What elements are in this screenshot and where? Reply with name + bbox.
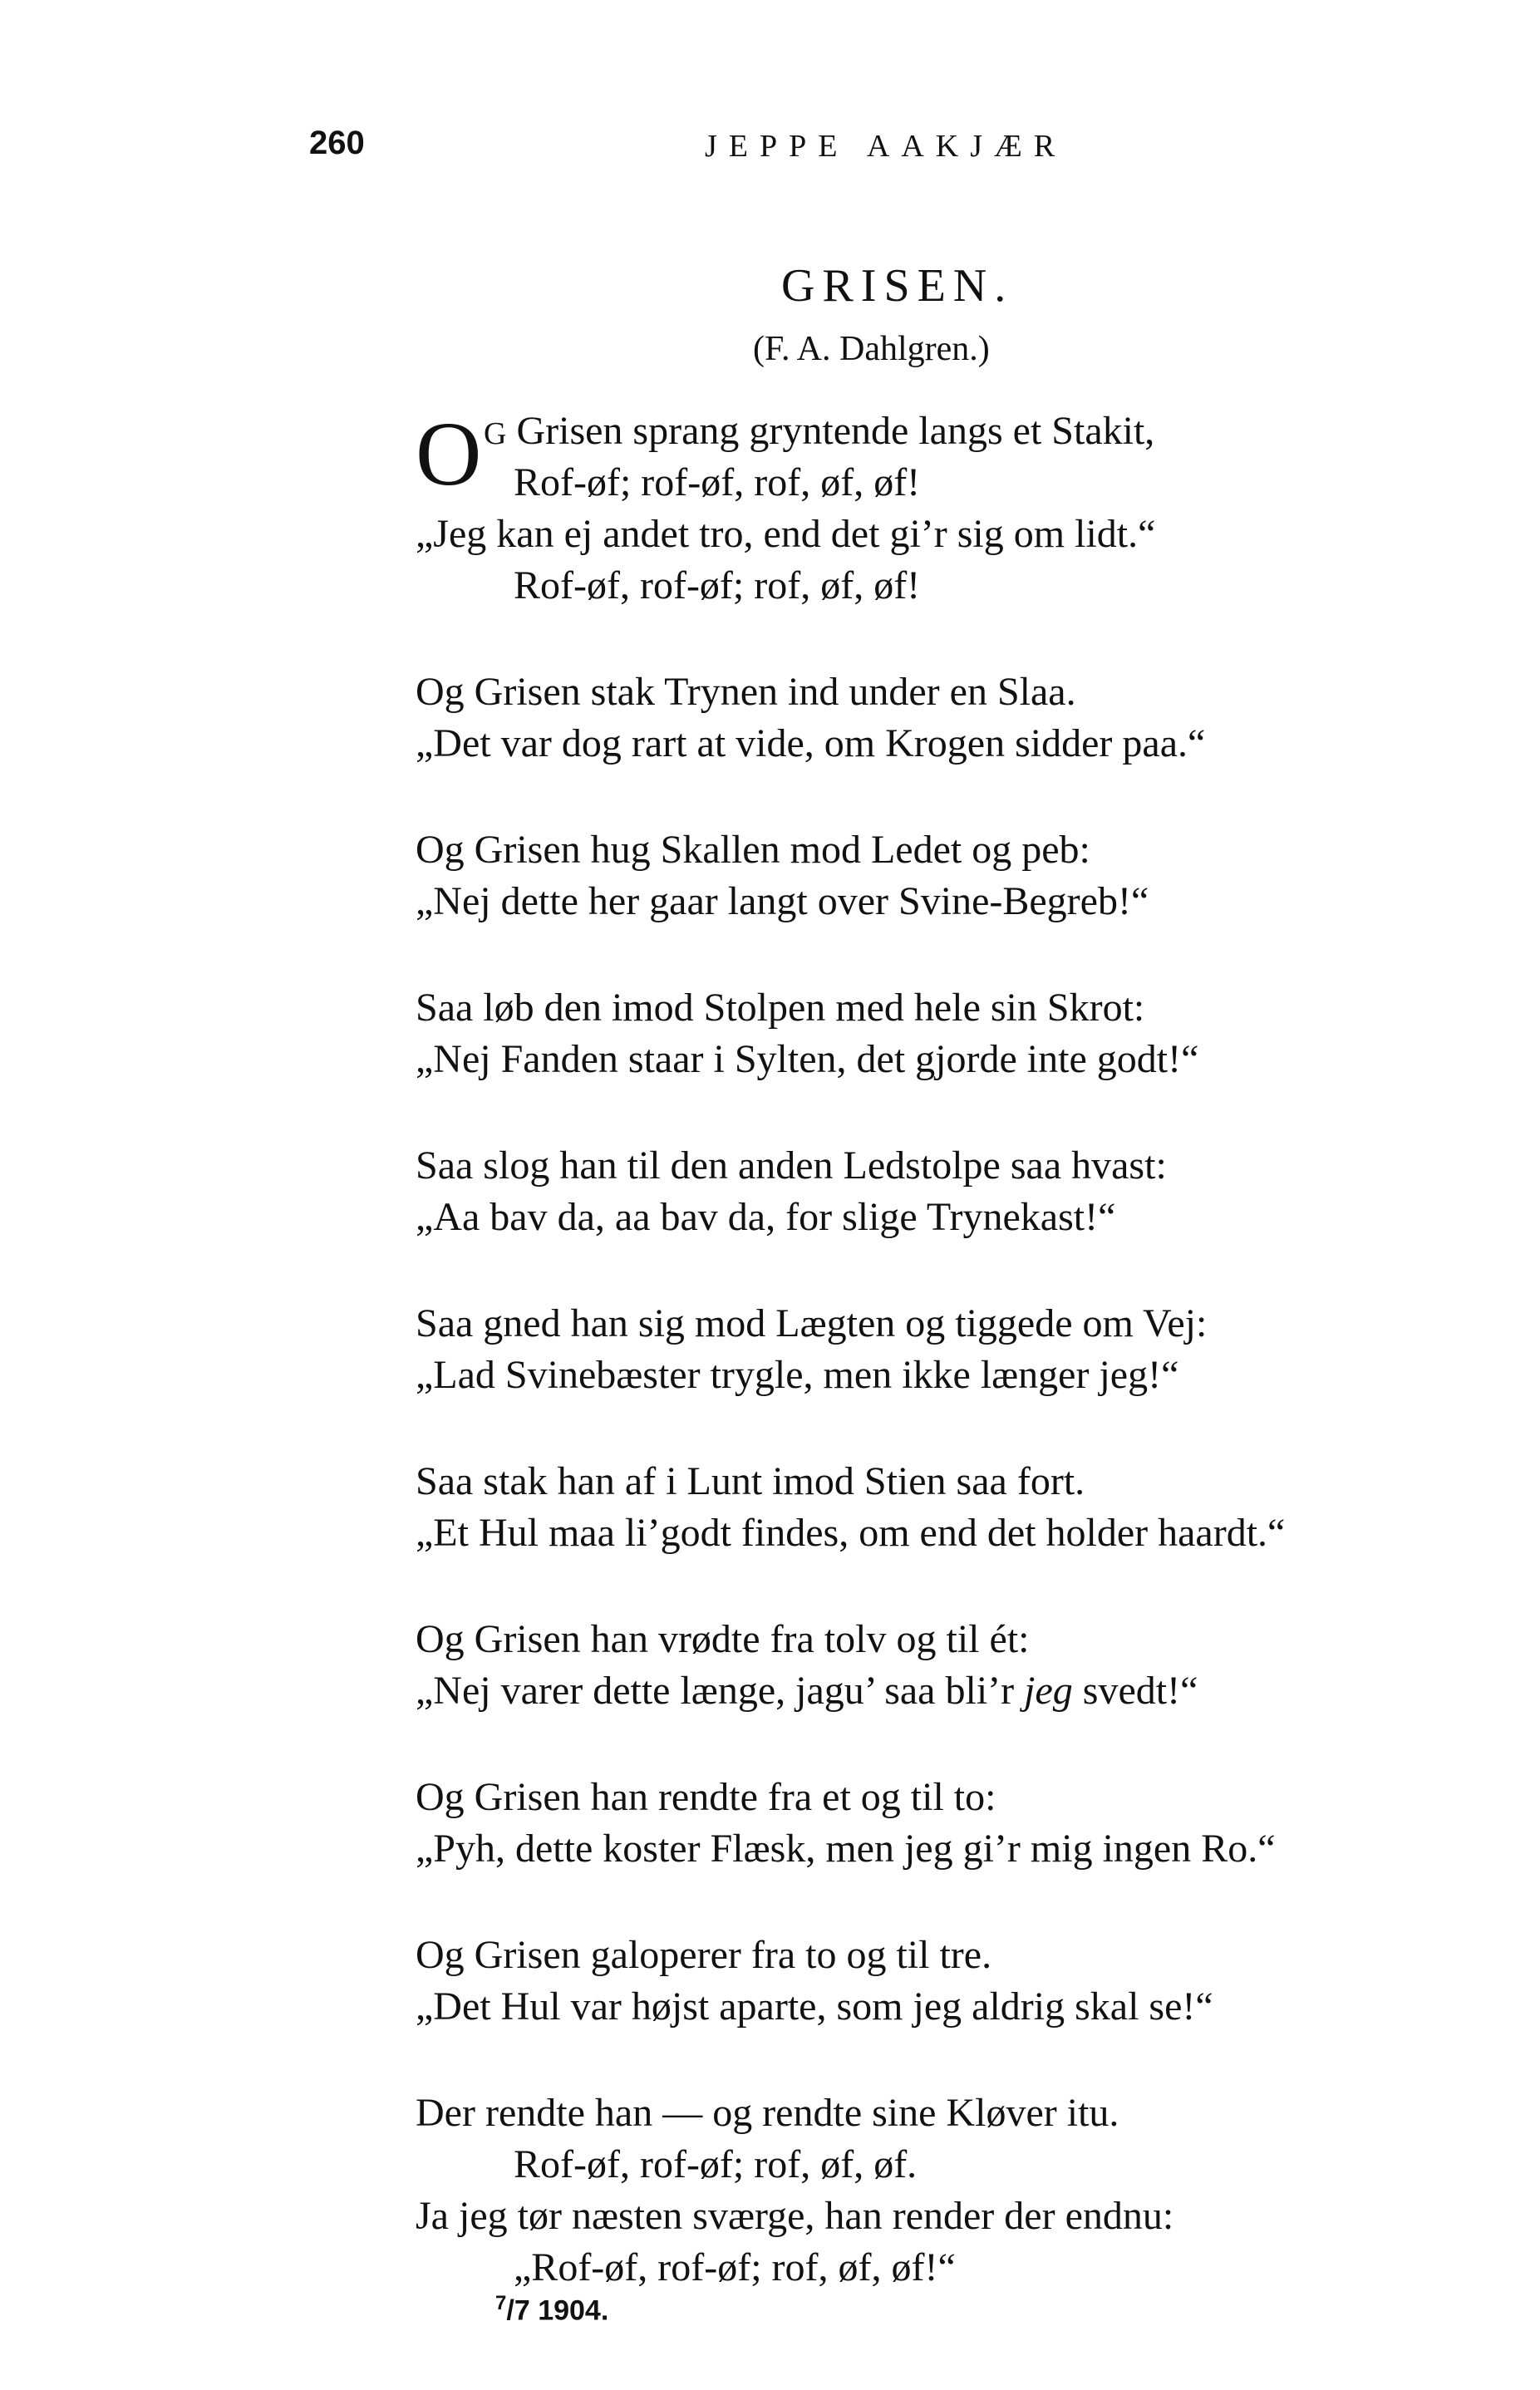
stanza-10 bbox=[416, 1930, 1463, 2033]
stanza-7 bbox=[416, 1456, 1463, 1559]
poem-line: Saa gned han sig mod Lægten og tiggede om Vej: bbox=[416, 1301, 1208, 1345]
poem-line: „Jeg kan ej andet tro, end det gi’r sig om lidt.“ bbox=[416, 512, 1156, 556]
poem-line: „Nej dette her gaar langt over Svine-Begreb!“ bbox=[416, 879, 1149, 923]
poem-line: Rof-øf, rof-øf; rof, øf, øf! bbox=[514, 563, 921, 607]
poem-line: „Et Hul maa li’godt findes, om end det holder haardt.“ bbox=[416, 1511, 1286, 1555]
poem-line: Der rendte han — og rendte sine Kløver itu. bbox=[416, 2091, 1119, 2135]
stanza-8 bbox=[416, 1614, 1463, 1717]
page-header bbox=[0, 125, 1540, 175]
poem-line: „Rof-øf, rof-øf; rof, øf, øf!“ bbox=[514, 2245, 956, 2289]
running-head: JEPPE AAKJÆR bbox=[705, 129, 1067, 164]
page-number: 260 bbox=[309, 125, 365, 161]
poem-line: Og Grisen hug Skallen mod Ledet og peb: bbox=[416, 828, 1090, 872]
poem-attribution: (F. A. Dahlgren.) bbox=[753, 330, 990, 368]
small-cap: G bbox=[484, 416, 507, 451]
line-text: svedt!“ bbox=[1072, 1669, 1198, 1713]
stanza-3 bbox=[416, 824, 1463, 927]
poem-line: „Det var dog rart at vide, om Krogen sidder paa.“ bbox=[416, 721, 1206, 765]
poem-title: GRISEN. bbox=[781, 260, 1014, 312]
poem-date: $^7$/7 1904. bbox=[495, 2292, 609, 2327]
line-text: Grisen sprang gryntende langs et Stakit, bbox=[506, 409, 1155, 453]
stanza-1 bbox=[416, 403, 1463, 612]
poem-line: Rof-øf; rof-øf, rof, øf, øf! bbox=[514, 460, 921, 504]
poem-line: Og Grisen stak Trynen ind under en Slaa. bbox=[416, 670, 1076, 714]
italic-word: jeg bbox=[1024, 1669, 1073, 1713]
poem-line: Rof-øf, rof-øf; rof, øf, øf. bbox=[514, 2142, 918, 2186]
poem-line: Og Grisen han rendte fra et og til to: bbox=[416, 1775, 996, 1819]
poem-line: Og Grisen galoperer fra to og til tre. bbox=[416, 1933, 992, 1977]
poem-line: Saa slog han til den anden Ledstolpe saa hvast: bbox=[416, 1143, 1167, 1188]
poem-line: „Nej Fanden staar i Sylten, det gjorde inte godt!“ bbox=[416, 1037, 1199, 1081]
stanza-4 bbox=[416, 982, 1463, 1085]
stanza-11 bbox=[416, 2088, 1463, 2294]
poem-line bbox=[416, 1665, 1463, 1717]
date-year: 1904. bbox=[538, 2294, 609, 2327]
poem-body bbox=[416, 403, 1463, 2348]
date-day: 7 bbox=[495, 2292, 507, 2314]
drop-cap: O bbox=[416, 403, 482, 504]
poem-line: Og Grisen han vrødte fra tolv og til ét: bbox=[416, 1617, 1030, 1661]
poem-line: „Lad Svinebæster trygle, men ikke længer jeg!“ bbox=[416, 1353, 1179, 1397]
date-month: 7 bbox=[514, 2294, 530, 2327]
stanza-9 bbox=[416, 1772, 1463, 1875]
stanza-2 bbox=[416, 666, 1463, 770]
poem-line: Ja jeg tør næsten sværge, han render der endnu: bbox=[416, 2194, 1174, 2238]
poem-line: „Det Hul var højst aparte, som jeg aldrig skal se!“ bbox=[416, 1984, 1213, 2029]
stanza-5 bbox=[416, 1140, 1463, 1243]
poem-line: Saa stak han af i Lunt imod Stien saa fort. bbox=[416, 1459, 1085, 1503]
stanza-6 bbox=[416, 1298, 1463, 1401]
poem-line: „Aa bav da, aa bav da, for slige Trynekast!“ bbox=[416, 1195, 1116, 1239]
poem-line: Saa løb den imod Stolpen med hele sin Skrot: bbox=[416, 986, 1145, 1030]
line-text: „Nej varer dette længe, jagu’ saa bli’r bbox=[416, 1669, 1025, 1713]
poem-line: „Pyh, dette koster Flæsk, men jeg gi’r mig ingen Ro.“ bbox=[416, 1827, 1276, 1871]
